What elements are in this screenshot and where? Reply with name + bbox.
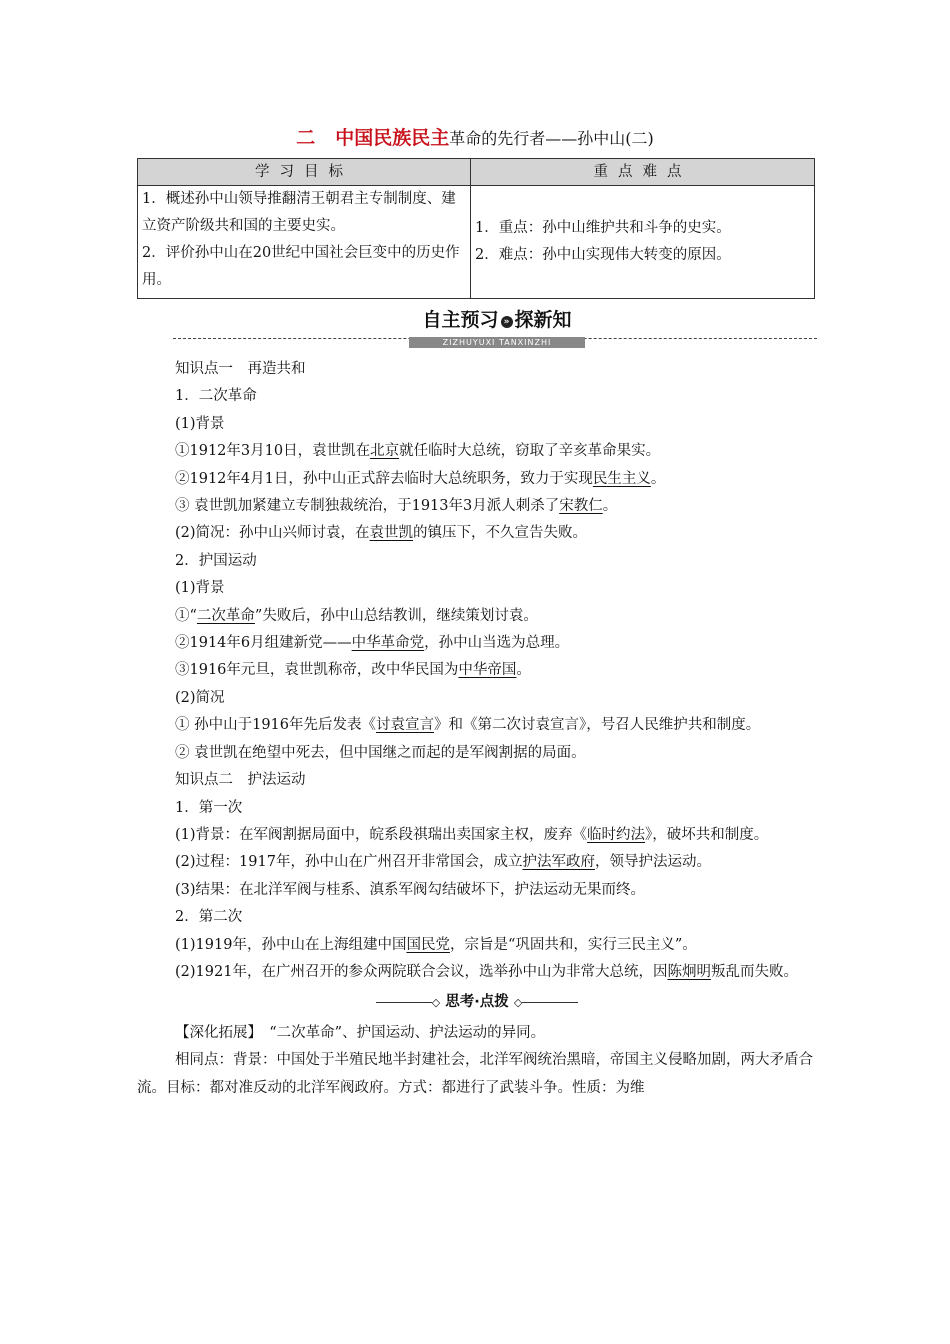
subheading: (2)简况 — [175, 689, 225, 706]
subheading: 2．护国运动 — [175, 552, 257, 569]
diamond-icon: ◇ — [513, 996, 523, 1010]
fill-answer: 二次革命 — [196, 607, 255, 624]
fill-answer: 袁世凯 — [369, 525, 414, 542]
objectives-header: 学习目标 — [138, 159, 471, 186]
section-heading: 知识点一 再造共和 — [175, 361, 306, 377]
objective-item: 2．评价孙中山在20世纪中国社会巨变中的历史作用。 — [142, 245, 460, 288]
key-point-item: 2．难点：孙中山实现伟大转变的原因。 — [475, 247, 731, 263]
paragraph: ③ 袁世凯加紧建立专制独裁统治，于1913年3月派人刺杀了宋教仁。 — [175, 498, 618, 515]
paragraph: (2)简况：孙中山兴师讨袁，在袁世凯的镇压下，不久宣告失败。 — [175, 525, 588, 542]
paragraph: ③1916年元旦，袁世凯称帝，改中华民国为中华帝国。 — [175, 662, 531, 679]
document-body — [137, 356, 817, 1102]
key-points-cell — [471, 186, 815, 299]
paragraph: ② 袁世凯在绝望中死去，但中国继之而起的是军阀割据的局面。 — [175, 744, 586, 761]
lesson-title-highlight: 中国民族民主 — [335, 127, 450, 149]
objectives-cell — [138, 186, 471, 299]
paragraph: ②1912年4月1日，孙中山正式辞去临时大总统职务，致力于实现民生主义。 — [175, 470, 666, 487]
think-divider — [137, 989, 817, 1016]
subheading: 1．二次革命 — [175, 388, 257, 405]
paragraph — [137, 1020, 817, 1047]
subheading: 1．第一次 — [175, 799, 243, 816]
objectives-table — [137, 158, 815, 299]
deep-tag: 【深化拓展】 — [175, 1024, 255, 1041]
subheading: 2．第二次 — [175, 909, 243, 926]
think-label: 思考·点拨 — [445, 994, 509, 1011]
paragraph: 相同点：背景：中国处于半殖民地半封建社会，北洋军阀统治黑暗，帝国主义侵略加剧，两大矛盾合流。目标：都对准反动的北洋军阀政府。方式：都进行了武装斗争。性质：为维 — [137, 1052, 813, 1096]
banner-title: 自主预习 » 探新知 — [422, 309, 572, 331]
fill-answer: 宋教仁 — [559, 498, 603, 515]
arrow-circle-icon: » — [501, 316, 513, 328]
fill-answer: 临时约法 — [587, 826, 646, 843]
paragraph: (1)1919年，孙中山在上海组建中国国民党，宗旨是“巩固共和，实行三民主义”。 — [175, 936, 697, 953]
paragraph: ②1914年6月组建新党——中华革命党，孙中山当选为总理。 — [175, 635, 570, 652]
lesson-title — [0, 126, 950, 151]
lesson-number: 二 — [296, 127, 316, 149]
fill-answer: 中华帝国 — [458, 662, 517, 679]
fill-answer: 中华革命党 — [351, 635, 425, 652]
paragraph: ① 孙中山于1916年先后发表《讨袁宣言》和《第二次讨袁宣言》，号召人民维护共和制度。 — [175, 717, 761, 734]
paragraph: (2)过程：1917年，孙中山在广州召开非常国会，成立护法军政府，领导护法运动。 — [175, 854, 711, 871]
subheading: (1)背景 — [175, 580, 225, 597]
diamond-icon: ◇ — [431, 996, 441, 1010]
section-banner — [173, 306, 817, 346]
lesson-title-rest: 革命的先行者——孙中山(二) — [449, 129, 654, 148]
fill-answer: 护法军政府 — [522, 854, 595, 871]
fill-answer: 国民党 — [406, 936, 450, 953]
paragraph: (2)1921年，在广州召开的参众两院联合会议，选举孙中山为非常大总统，因陈炯明叛乱而失败。 — [175, 963, 798, 980]
fill-answer: 讨袁宣言 — [376, 717, 435, 734]
subheading: (1)背景 — [175, 415, 225, 432]
banner-subtitle: ZIZHUYUXI TANXINZHI — [409, 337, 585, 348]
paragraph: (3)结果：在北洋军阀与桂系、滇系军阀勾结破坏下，护法运动无果而终。 — [175, 881, 646, 898]
fill-answer: 北京 — [370, 443, 400, 460]
paragraph: ①1912年3月10日，袁世凯在北京就任临时大总统，窃取了辛亥革命果实。 — [175, 443, 661, 460]
fill-answer: 陈炯明 — [667, 963, 711, 980]
fill-answer: 民生主义 — [592, 470, 651, 487]
objective-item: 1．概述孙中山领导推翻清王朝君主专制制度、建立资产阶级共和国的主要史实。 — [142, 191, 456, 234]
deep-topic: “二次革命”、护国运动、护法运动的异同。 — [269, 1024, 546, 1041]
paragraph: (1)背景：在军阀割据局面中，皖系段祺瑞出卖国家主权，废弃《临时约法》，破坏共和制度。 — [175, 826, 769, 843]
key-point-item: 1．重点：孙中山维护共和斗争的史实。 — [475, 220, 731, 236]
section-heading: 知识点二 护法运动 — [175, 772, 306, 789]
key-points-header: 重点难点 — [471, 159, 815, 186]
paragraph: ①“二次革命”失败后，孙中山总结教训，继续策划讨袁。 — [175, 607, 538, 624]
